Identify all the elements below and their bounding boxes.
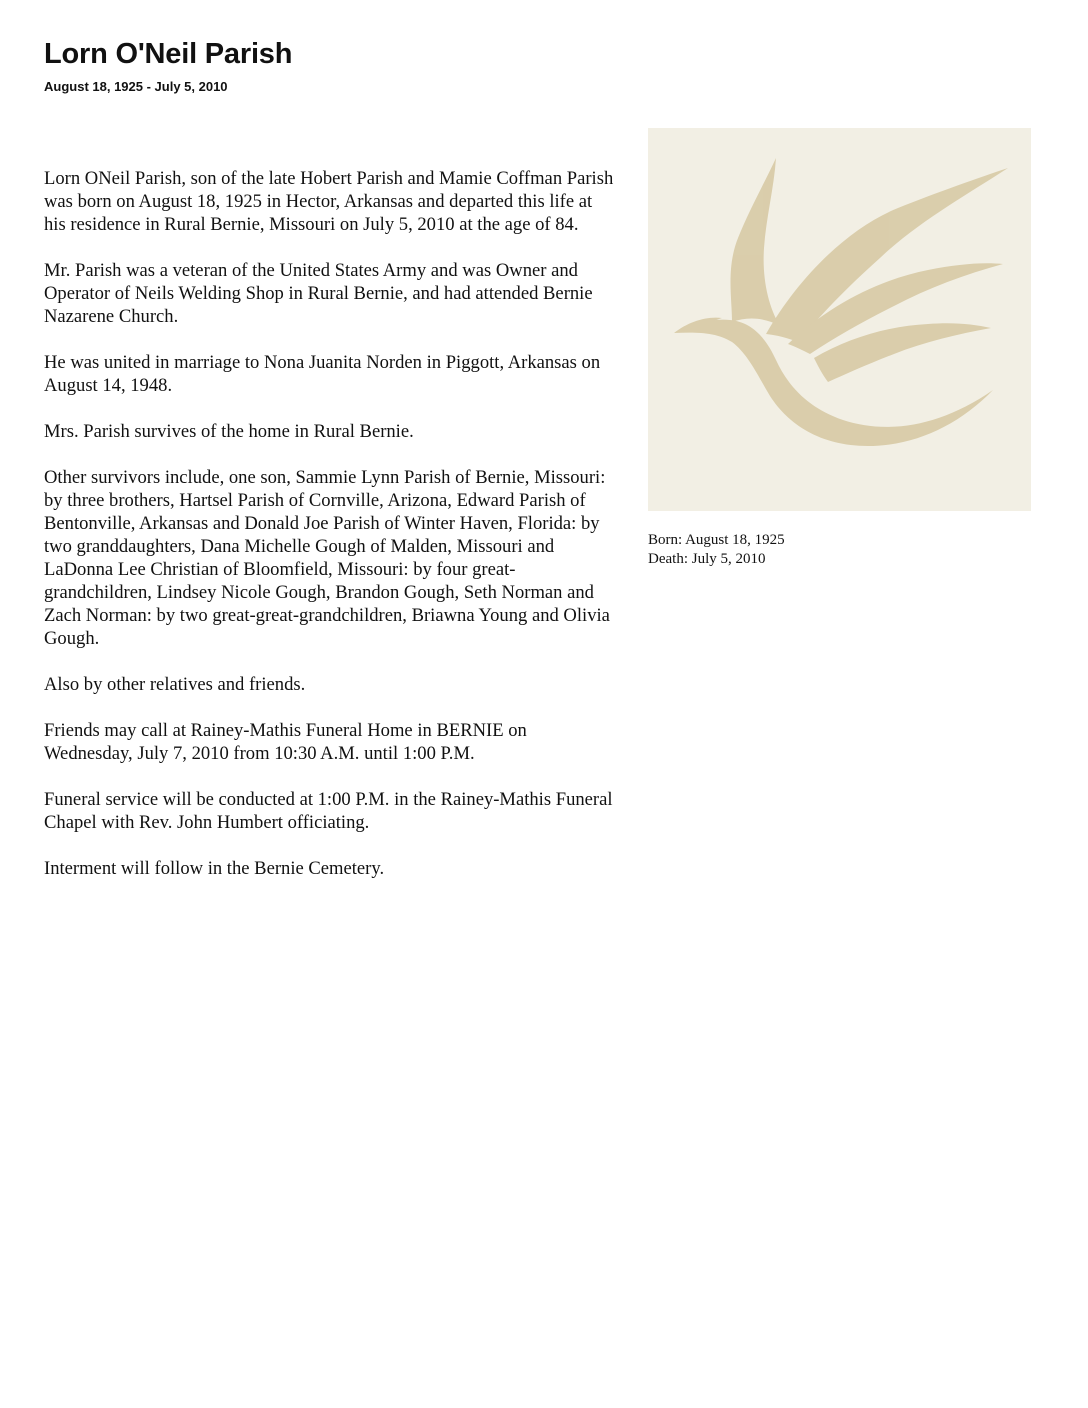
- memorial-image: [648, 128, 1031, 511]
- deceased-name: Lorn O'Neil Parish: [44, 38, 293, 70]
- obituary-header: [44, 36, 644, 96]
- born-date: Born: August 18, 1925: [648, 532, 785, 548]
- obituary-paragraph: Interment will follow in the Bernie Cemetery.: [44, 858, 385, 879]
- obituary-paragraph: Also by other relatives and friends.: [44, 674, 306, 695]
- life-dates: August 18, 1925 - July 5, 2010: [44, 79, 228, 94]
- obituary-paragraph: He was united in marriage to Nona Juanita Norden in Piggott, Arkansas on August 14, 1948.: [44, 352, 601, 396]
- obituary-paragraph: Lorn ONeil Parish, son of the late Hobert Parish and Mamie Coffman Parish was born on August 18, 1925 in Hector, Arkansas and departed this life at his residence in Rural Bernie, Missouri on July 5, 2010 at the age of 84.: [44, 168, 614, 235]
- obituary-paragraph: Friends may call at Rainey-Mathis Funeral Home in BERNIE on Wednesday, July 7, 2010 from 10:30 A.M. until 1:00 P.M.: [44, 720, 527, 764]
- life-dates-caption: [648, 531, 1031, 569]
- obituary-paragraph: Mrs. Parish survives of the home in Rural Bernie.: [44, 421, 414, 442]
- obituary-text: [44, 167, 614, 903]
- obituary-paragraph: Mr. Parish was a veteran of the United States Army and was Owner and Operator of Neils Welding Shop in Rural Bernie, and had attended Bernie Nazarene Church.: [44, 260, 593, 327]
- dove-icon: [648, 128, 1031, 511]
- death-date: Death: July 5, 2010: [648, 551, 766, 567]
- obituary-paragraph: Other survivors include, one son, Sammie Lynn Parish of Bernie, Missouri: by three brothers, Hartsel Parish of Cornville, Arizona, Edward Parish of Bentonville, Arkansas and Donald Joe Parish of Winter Haven, Florida: by two granddaughters, Dana Michelle Gough of Malden, Missouri and LaDonna Lee Christian of Bloomfield, Missouri: by four great- grandchildren, Lindsey Nicole Gough, Brandon Gough, Seth Norman and Zach Norman: by two great-great-grandchildren, Briawna Young and Olivia Gough.: [44, 467, 610, 649]
- obituary-paragraph: Funeral service will be conducted at 1:00 P.M. in the Rainey-Mathis Funeral Chapel with Rev. John Humbert officiating.: [44, 789, 613, 833]
